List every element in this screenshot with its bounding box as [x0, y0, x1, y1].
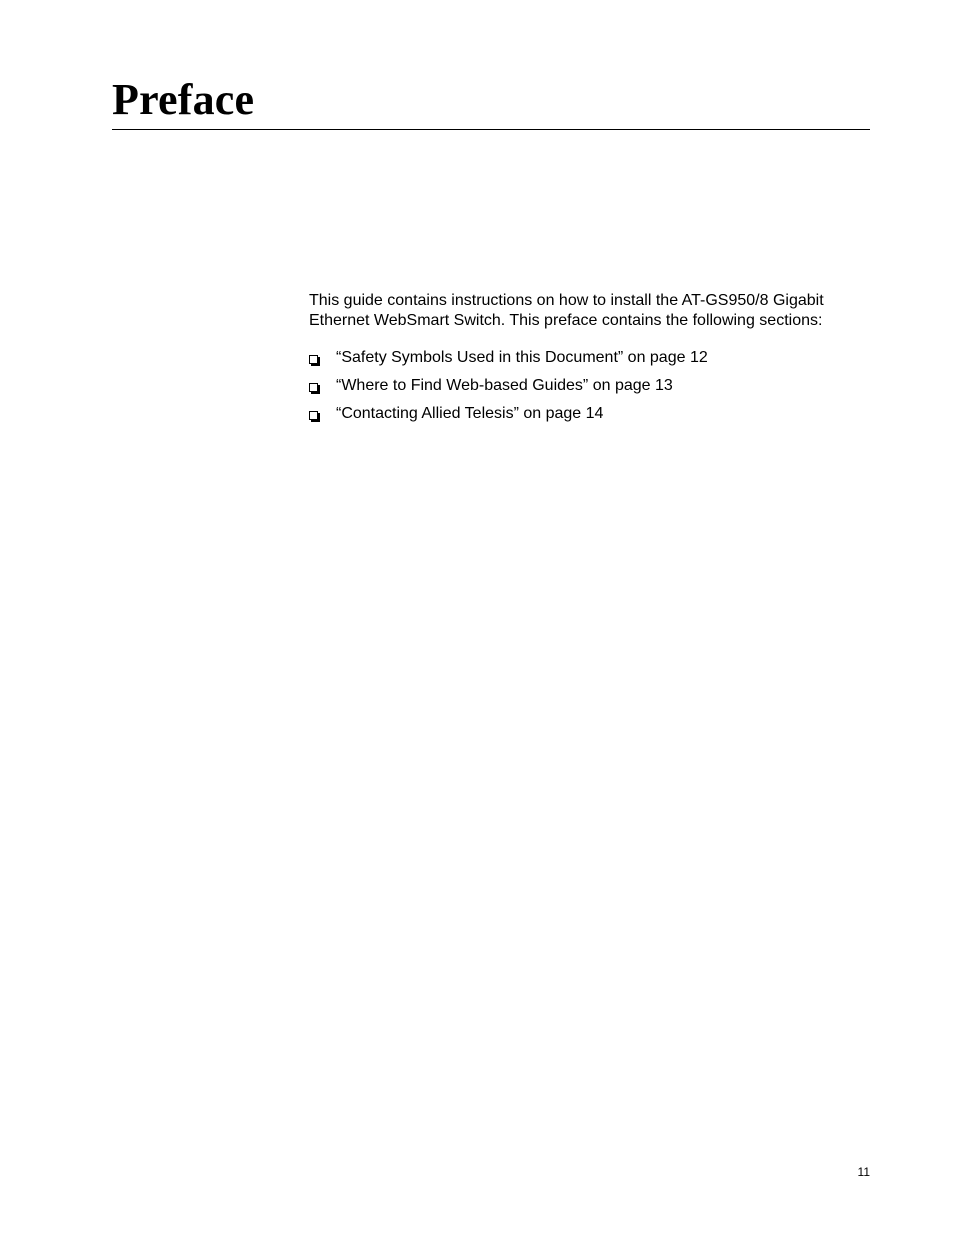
- list-item: [309, 404, 708, 424]
- list-item: [309, 348, 708, 368]
- section-link-text[interactable]: “Safety Symbols Used in this Document” on page 12: [336, 349, 708, 366]
- section-link-text[interactable]: “Contacting Allied Telesis” on page 14: [336, 405, 604, 422]
- page-number: 11: [857, 1165, 870, 1179]
- checkbox-bullet-icon: [309, 355, 318, 364]
- section-link-text[interactable]: “Where to Find Web-based Guides” on page 13: [336, 377, 673, 394]
- checkbox-bullet-icon: [309, 411, 318, 420]
- chapter-title: Preface: [112, 75, 255, 124]
- list-item: [309, 376, 708, 396]
- checkbox-bullet-icon: [309, 383, 318, 392]
- section-list: [309, 348, 708, 432]
- intro-paragraph: This guide contains instructions on how to install the AT-GS950/8 Gigabit Ethernet WebSmart Switch. This preface contains the following sections:: [309, 292, 824, 329]
- title-rule: [112, 129, 870, 130]
